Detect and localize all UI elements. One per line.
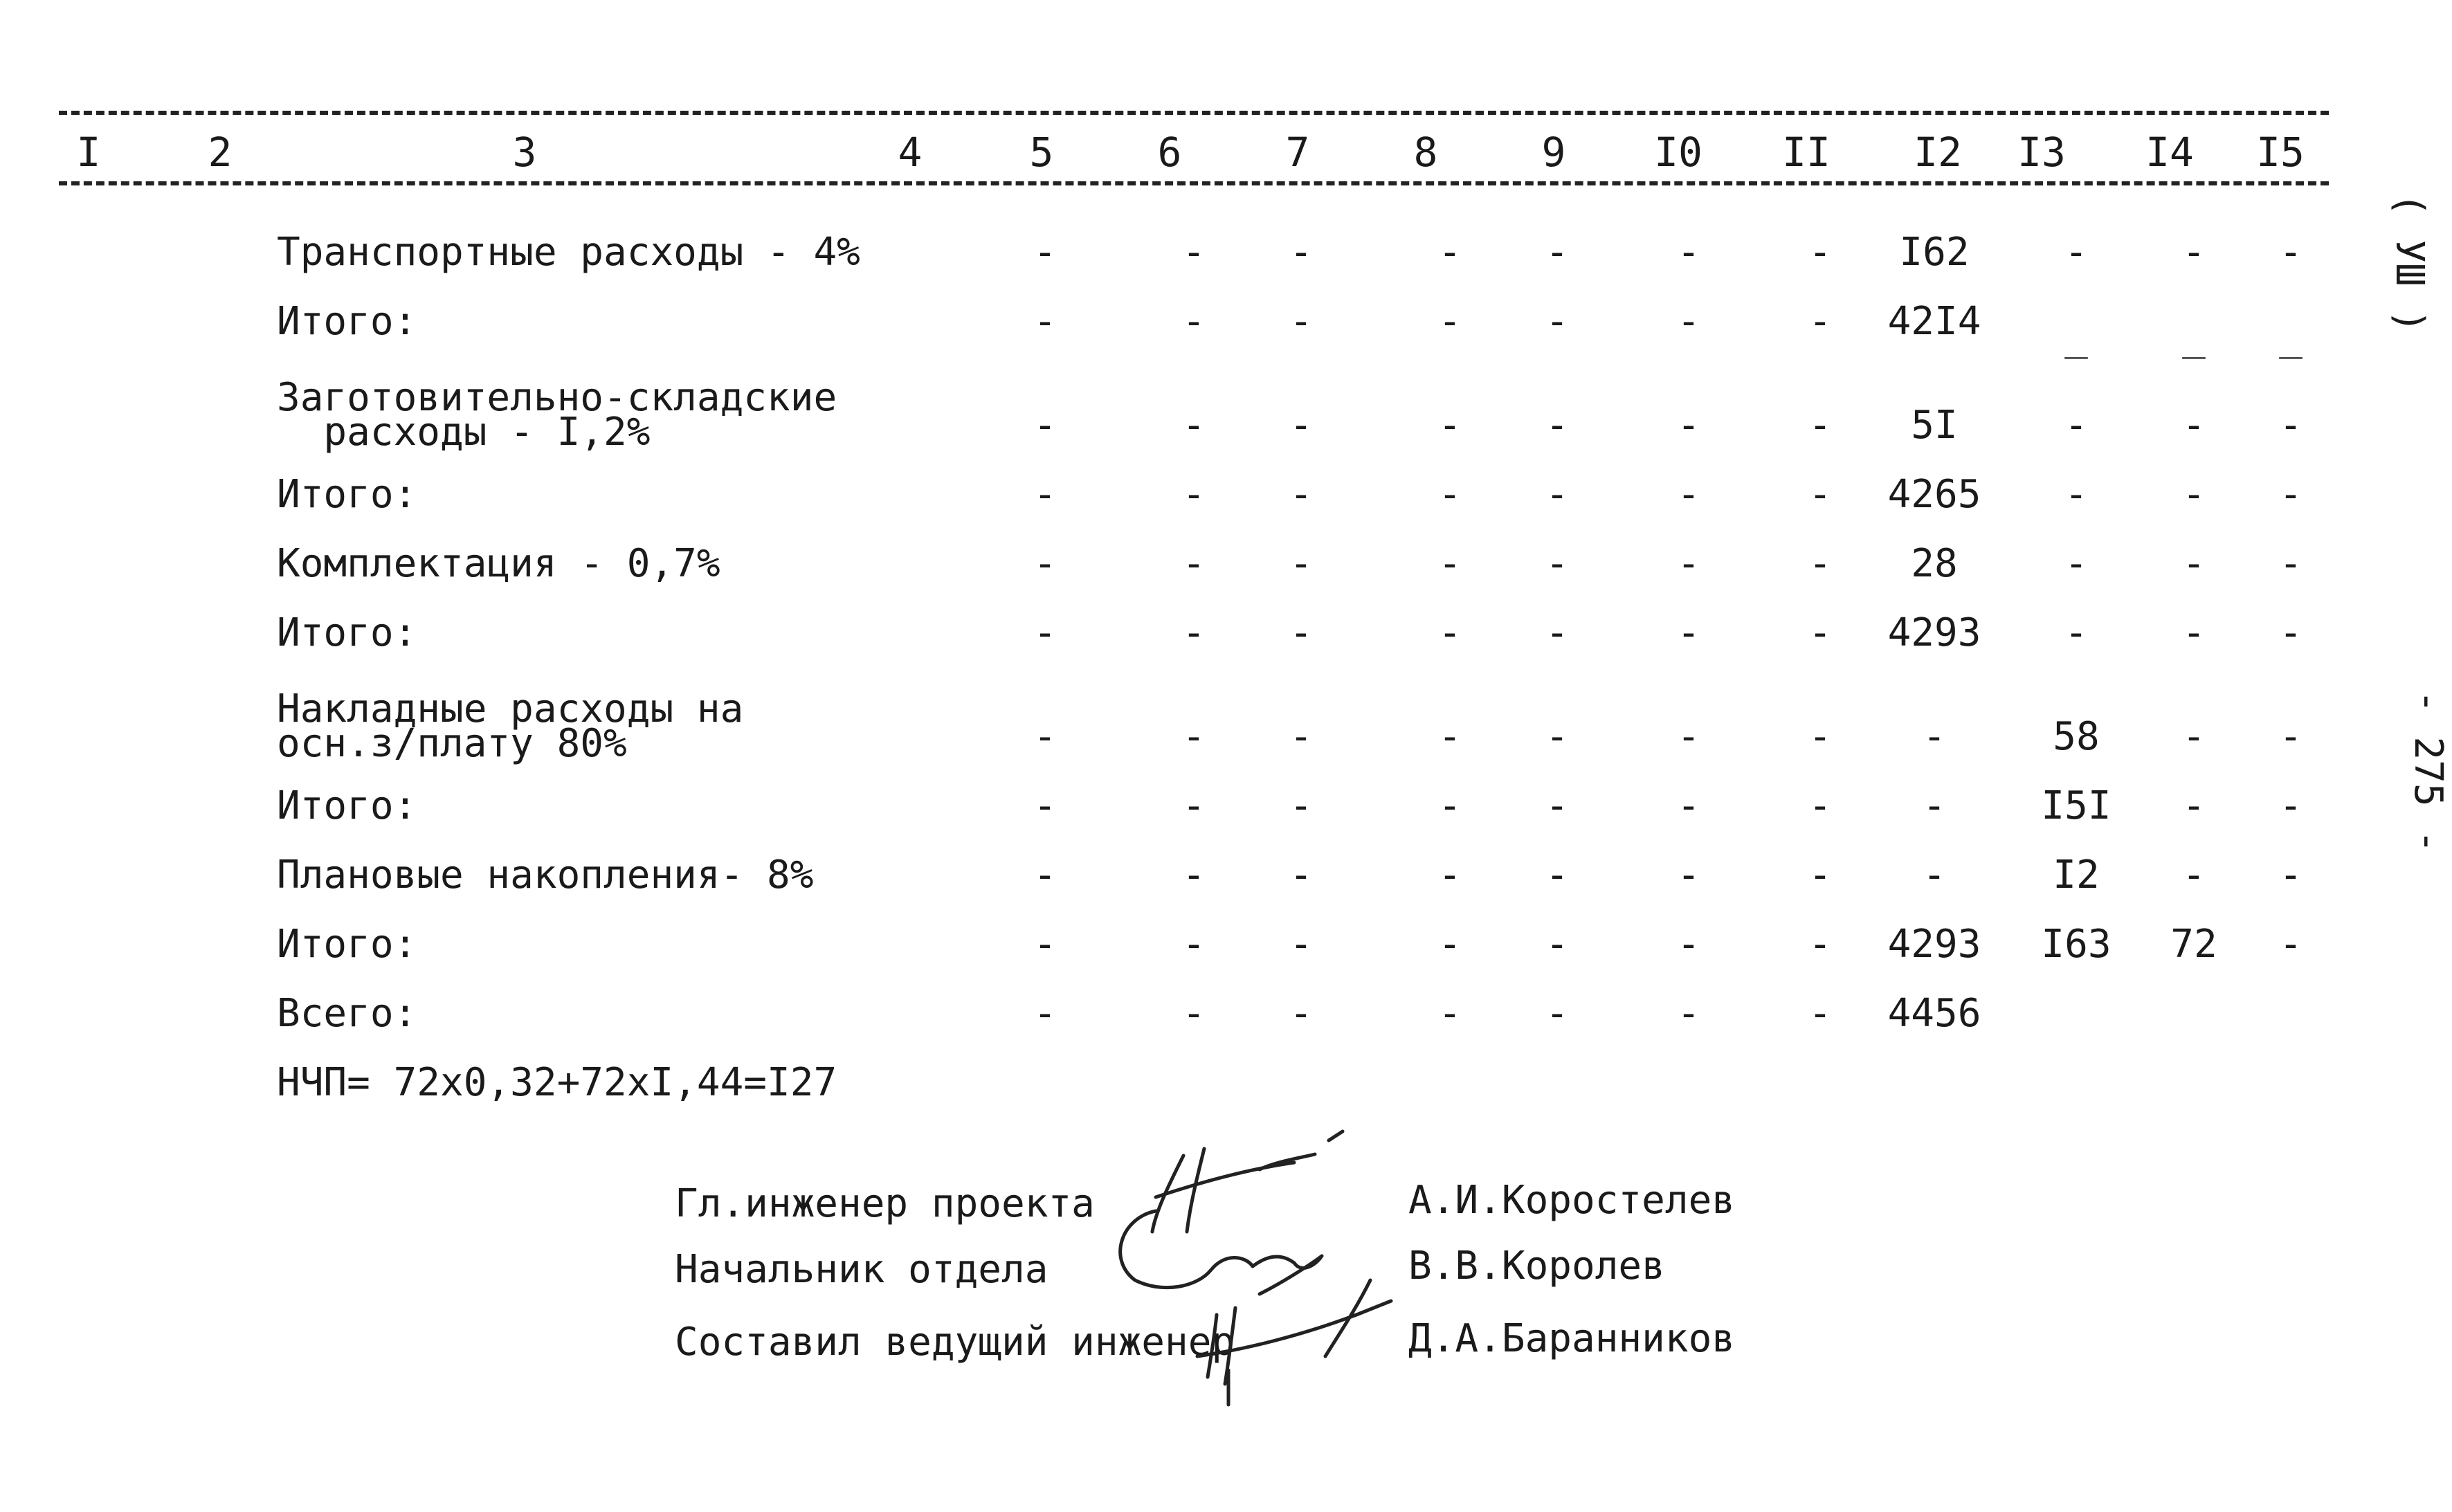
table-cell: - [1438,472,1462,517]
column-header-6: 6 [1157,129,1182,176]
table-cell: - [2279,403,2303,448]
table-cell: - [1677,853,1700,898]
table-cell: - [1438,922,1462,967]
row-label: Итого: [277,299,417,344]
table-cell: - [1677,610,1700,655]
table-cell: - [1438,230,1462,275]
table-cell: - [1438,403,1462,448]
table-cell: - [2182,783,2206,828]
table-cell: - [1289,853,1313,898]
table-cell: - [1033,230,1057,275]
table-cell: - [1545,714,1569,759]
table-cell: - [1033,299,1057,344]
table-cell: _ [2182,314,2206,359]
table-cell: - [1545,853,1569,898]
table-cell: 42I4 [1887,299,1981,344]
table-cell: - [2279,230,2303,275]
table-cell: - [2279,610,2303,655]
table-cell: - [1808,853,1832,898]
table-cell: - [1182,230,1206,275]
table-cell: - [1808,783,1832,828]
table-cell: 72 [2170,922,2217,967]
table-cell: I62 [1899,230,1970,275]
table-cell: - [1808,714,1832,759]
table-cell: - [1289,922,1313,967]
table-cell: - [1033,714,1057,759]
table-cell: - [1182,610,1206,655]
table-cell: - [1289,403,1313,448]
table-cell: - [1545,403,1569,448]
row-label: Всего: [277,991,417,1036]
row-label: Итого: [277,610,417,655]
table-cell: - [1677,472,1700,517]
table-cell: - [1182,472,1206,517]
signatory-name: А.И.Коростелев [1408,1178,1736,1223]
table-cell: 4293 [1887,610,1981,655]
table-cell: - [1289,541,1313,586]
table-cell: - [1923,783,1946,828]
table-cell: - [1438,991,1462,1036]
table-cell: - [1808,299,1832,344]
row-label: Плановые накопления- 8% [277,853,814,898]
table-cell: - [1438,299,1462,344]
table-cell: - [1677,541,1700,586]
table-cell: I63 [2041,922,2112,967]
header-bottom-rule [59,181,2329,185]
row-label: Итого: [277,922,417,967]
table-cell: - [2182,853,2206,898]
table-cell: - [1545,299,1569,344]
table-cell: 4456 [1887,991,1981,1036]
table-cell: - [1033,541,1057,586]
table-cell: - [1438,783,1462,828]
table-cell: - [1033,783,1057,828]
table-cell: - [1182,299,1206,344]
row-label: Комплектация - 0,7% [277,541,720,586]
row-label: Транспортные расходы - 4% [277,230,860,275]
table-cell: - [1182,403,1206,448]
column-header-5: 5 [1029,129,1054,176]
table-cell: - [1289,991,1313,1036]
table-cell: - [1033,922,1057,967]
row-label: Заготовительно-складские [277,375,837,420]
table-cell: - [2279,783,2303,828]
table-cell: - [1033,853,1057,898]
table-cell: _ [2064,314,2088,359]
table-cell: 4293 [1887,922,1981,967]
column-header-15: I5 [2256,129,2305,176]
table-cell: - [2182,230,2206,275]
table-cell: - [1808,472,1832,517]
table-cell: - [1289,610,1313,655]
table-cell: - [1438,853,1462,898]
signatory-title: Гл.инженер проекта [675,1181,1095,1226]
table-cell: - [1808,610,1832,655]
column-header-8: 8 [1413,129,1438,176]
table-cell: - [1923,714,1946,759]
formula-line: НЧП= 72x0,32+72xI,44=I27 [277,1060,837,1105]
table-cell: - [1677,299,1700,344]
table-cell: - [2182,403,2206,448]
table-cell: - [2064,230,2088,275]
table-cell: - [2064,403,2088,448]
header-top-rule [59,111,2329,115]
table-cell: - [1808,541,1832,586]
row-label: Накладные расходы на [277,686,744,731]
row-label: Итого: [277,783,417,828]
table-cell: - [1545,541,1569,586]
table-cell: - [1677,783,1700,828]
table-cell: - [1545,610,1569,655]
table-cell: - [1289,299,1313,344]
table-cell: - [1438,610,1462,655]
table-cell: - [1033,610,1057,655]
table-cell: - [2182,610,2206,655]
signatory-title: Составил ведущий инженер [675,1320,1235,1365]
table-cell: - [1545,230,1569,275]
table-cell: - [1182,853,1206,898]
table-cell: - [1677,714,1700,759]
table-cell: 58 [2053,714,2100,759]
table-cell: 5I [1911,403,1958,448]
column-header-11: II [1782,129,1831,176]
table-cell: 4265 [1887,472,1981,517]
table-cell: - [1677,403,1700,448]
table-cell: - [2279,472,2303,517]
table-cell: - [1033,472,1057,517]
table-cell: _ [2279,314,2303,359]
table-cell: I2 [2053,853,2100,898]
table-cell: - [1545,922,1569,967]
signatory-name: Д.А.Баранников [1408,1316,1736,1361]
column-header-9: 9 [1541,129,1566,176]
column-header-7: 7 [1285,129,1310,176]
row-label: осн.з/плату 80% [277,721,627,766]
column-header-10: I0 [1654,129,1702,176]
table-cell: - [1182,541,1206,586]
table-cell: - [1808,922,1832,967]
table-cell: - [2279,853,2303,898]
table-cell: 28 [1911,541,1958,586]
table-cell: - [1923,853,1946,898]
table-cell: - [1182,714,1206,759]
table-cell: - [1289,783,1313,828]
table-cell: - [1808,991,1832,1036]
table-cell: - [2064,610,2088,655]
table-cell: - [1677,922,1700,967]
signatory-name: В.В.Королев [1408,1244,1665,1288]
table-cell: - [1289,472,1313,517]
table-cell: - [1808,230,1832,275]
table-cell: - [1677,991,1700,1036]
row-label: расходы - I,2% [277,410,651,455]
table-cell: - [1438,714,1462,759]
table-cell: - [2182,472,2206,517]
table-cell: - [1545,783,1569,828]
table-cell: - [1182,783,1206,828]
table-cell: - [1545,991,1569,1036]
table-cell: - [1033,991,1057,1036]
table-cell: - [1182,991,1206,1036]
table-cell: - [1438,541,1462,586]
table-cell: - [2279,922,2303,967]
table-cell: I5I [2041,783,2112,828]
handwritten-signatures [1093,1128,1412,1426]
column-header-2: 2 [208,129,233,176]
column-header-14: I4 [2145,129,2194,176]
table-cell: - [1545,472,1569,517]
margin-page-number: - 275 - [2406,689,2451,854]
table-cell: - [1033,403,1057,448]
margin-section-label: ( УШ ) [2387,192,2433,334]
table-cell: - [1182,922,1206,967]
signatory-title: Начальник отдела [675,1247,1048,1292]
table-cell: - [2279,714,2303,759]
column-header-12: I2 [1914,129,1962,176]
column-header-4: 4 [898,129,923,176]
table-cell: - [1289,714,1313,759]
table-cell: - [2182,714,2206,759]
column-header-1: I [76,129,101,176]
column-header-3: 3 [512,129,537,176]
table-cell: - [2182,541,2206,586]
row-label: Итого: [277,472,417,517]
table-cell: - [2064,541,2088,586]
table-cell: - [1289,230,1313,275]
table-cell: - [2279,541,2303,586]
table-cell: - [1808,403,1832,448]
column-header-13: I3 [2017,129,2066,176]
table-cell: - [2064,472,2088,517]
table-cell: - [1677,230,1700,275]
